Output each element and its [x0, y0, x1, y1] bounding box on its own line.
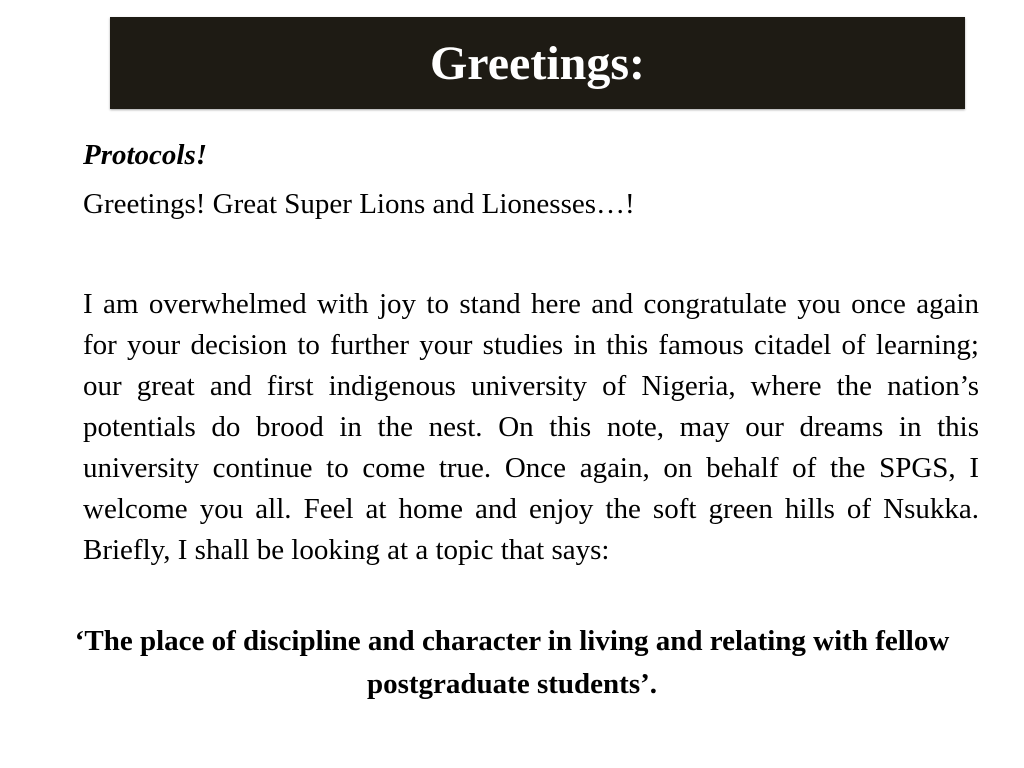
slide-title: Greetings: — [429, 37, 646, 90]
title-bar — [110, 17, 965, 109]
welcome-paragraph: I am overwhelmed with joy to stand here and congratulate you once again for your decision to further your studies in this famous citadel of learning; our great and first indigenous university of Nigeria, where the nation’s potentials do brood in the nest. On this note, may our dreams in this university continue to come true. Once again, on behalf of the SPGS, I welcome you all. Feel at home and enjoy the soft green hills of Nsukka. Briefly, I shall be looking at a topic that says: — [83, 288, 979, 566]
greeting-line: Greetings! Great Super Lions and Lionesses…! — [83, 188, 635, 220]
protocols-heading: Protocols! — [83, 139, 208, 171]
topic-statement: ‘The place of discipline and character in living and relating with fellow postgraduate students’. — [74, 625, 950, 700]
